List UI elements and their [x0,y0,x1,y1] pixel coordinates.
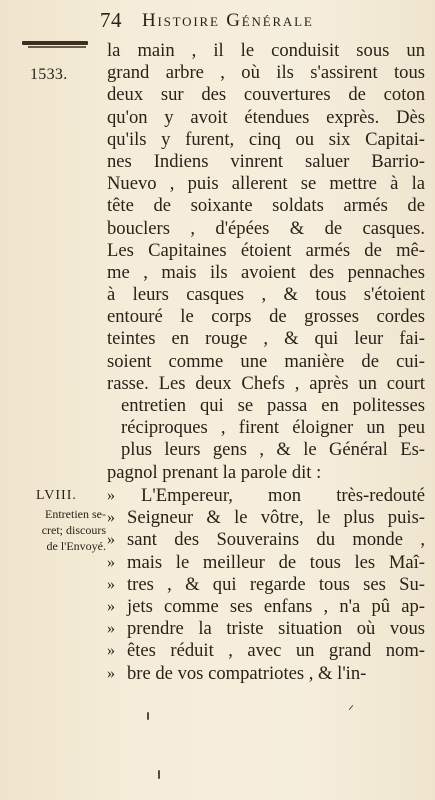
guillemet: » [107,664,115,682]
margin-note [14,506,106,554]
page-number: 74 [100,8,122,32]
speech-text: tres , & qui regarde tous ses Su- [127,573,425,595]
body-line: deux sur des couvertures de coton [107,84,425,106]
body-line: pagnol prenant la parole dit : [107,461,322,483]
guillemet: » [107,620,115,638]
speech-text: sant des Souverains du monde , [127,529,425,551]
body-line: tête de soixante soldats armés de [107,195,425,217]
body-line: grand arbre , où ils s'assirent tous [107,62,425,84]
guillemet: » [107,553,115,571]
speech-paragraph [107,485,425,685]
speech-text: bre de vos compatriotes , & l'in- [127,662,367,684]
speech-line [107,618,425,640]
body-line: Nuevo , puis allerent se mettre à la [107,173,425,195]
guillemet: » [107,597,115,615]
speech-text: Seigneur & le vôtre, le plus puis- [127,507,425,529]
guillemet: » [107,642,115,660]
body-line: qu'ils y furent, cinq ou six Capitai- [107,128,425,150]
running-head: Histoire Générale [142,10,314,31]
body-paragraph [107,40,425,484]
speech-text: L'Empereur, mon très-redouté [141,485,425,506]
speech-line [107,507,425,529]
body-line: me , mais ils avoient des pennaches [107,261,425,283]
paper-speck [158,770,160,779]
margin-section-number: LVIII. [36,488,77,503]
guillemet: » [107,531,115,549]
body-line: bouclers , d'épées & de casques. [107,217,425,239]
body-line: soient comme une manière de cui- [107,350,425,372]
body-line: Les Capitaines étoient armés de mê- [107,239,425,261]
page-header [0,0,435,40]
speech-text: mais le meilleur de tous les Maî- [127,551,425,573]
paper-speck [147,712,149,720]
margin-year: 1533. [30,66,68,83]
speech-text: jets comme ses enfans , n'a pû ap- [127,595,425,617]
body-line: rasse. Les deux Chefs , après un court [107,372,425,394]
paper-speck [349,705,354,710]
body-line: plus leurs gens , & le Général Es- [121,439,425,461]
speech-text: prendre la triste situation où vous [127,618,425,640]
body-line: entouré le corps de grosses cordes [107,306,425,328]
body-line: teintes en rouge , & qui leur fai- [107,328,425,350]
guillemet: » [107,509,115,527]
speech-line [107,663,425,685]
margin-note-line: cret; discours [41,523,106,537]
speech-line [107,529,425,551]
ornament-rule-thin [28,46,86,48]
body-line: réciproques , firent éloigner un peu [121,417,425,439]
speech-line [107,596,425,618]
body-line: entretien qui se passa en politesses [121,395,425,416]
guillemet: » [107,575,115,593]
body-line: qu'on y avoit étendues exprès. Dès [107,106,425,128]
guillemet: » [107,487,115,504]
ornament-rule [22,41,88,45]
speech-text: êtes réduit , avec un grand nom- [127,640,425,662]
speech-line [107,640,425,662]
speech-line [107,552,425,574]
body-line: à leurs casques , & tous s'étoient [107,284,425,306]
body-line: nes Indiens vinrent saluer Barrio- [107,150,425,172]
speech-line [107,574,425,596]
body-line: la main , il le conduisit sous un [107,40,425,61]
speech-line [107,485,425,507]
margin-note-line: de l'Envoyé. [46,539,106,553]
margin-note-line: Entretien se- [45,507,106,521]
